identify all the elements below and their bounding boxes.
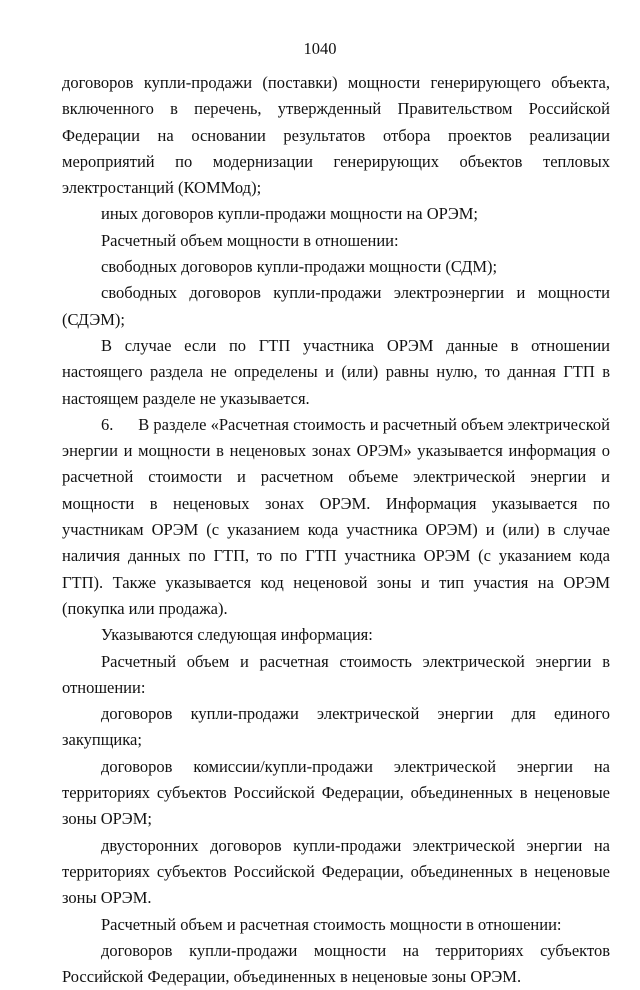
paragraph-info-intro: Указываются следующая информация:	[101, 625, 373, 645]
paragraph-kommod: договоров купли-продажи (поставки) мощности генерирующего объекта, включенного в перечень, утвержденный Правительством Российской Федерации на основании результатов отбора проектов реализации мероприятий по модернизации генерирующих объектов тепловых электростанций (КОММод);	[62, 73, 610, 198]
paragraph-power-heading: Расчетный объем и расчетная стоимость мощности в отношении:	[101, 914, 562, 934]
paragraph-power-contracts: договоров купли-продажи мощности на территориях субъектов Российской Федерации, объединенных в неценовые зоны ОРЭМ.	[62, 940, 610, 987]
paragraph-sdm: свободных договоров купли-продажи мощности (СДМ);	[101, 257, 498, 277]
paragraph-commission: договоров комиссии/купли-продажи электрической энергии на территориях субъектов Российской Федерации, объединенных в неценовые зоны ОРЭМ;	[62, 756, 610, 829]
paragraph-capacity-heading: Расчетный объем мощности в отношении:	[101, 230, 399, 250]
paragraph-sdem: свободных договоров купли-продажи электроэнергии и мощности (СДЭМ);	[62, 283, 610, 329]
paragraph-section-6: 6. В разделе «Расчетная стоимость и расчетный объем электрической энергии и мощности в неценовых зонах ОРЭМ» указывается информация о расчетной стоимости и расчетном объеме электрической энергии и мощности в неценовых зонах ОРЭМ. Информация указывается по участникам ОРЭМ (с указанием кода участника ОРЭМ) и (или) в случае наличия данных по ГТП, то по ГТП участника ОРЭМ (с указанием кода ГТП). Также указывается код неценовой зоны и тип участия на ОРЭМ (покупка или продажа).	[62, 414, 610, 618]
paragraph-gtp-note: В случае если по ГТП участника ОРЭМ данные в отношении настоящего раздела не определены и (или) равны нулю, то данная ГТП в настоящем разделе не указывается.	[62, 335, 610, 408]
paragraph-energy-heading: Расчетный объем и расчетная стоимость электрической энергии в отношении:	[62, 651, 610, 697]
paragraph-bilateral: двусторонних договоров купли-продажи электрической энергии на территориях субъектов Российской Федерации, объединенных в неценовые зоны ОРЭМ.	[62, 835, 610, 908]
paragraph-other-contracts: иных договоров купли-продажи мощности на ОРЭМ;	[101, 204, 478, 224]
page-number: 1040	[303, 39, 337, 58]
paragraph-single-buyer: договоров купли-продажи электрической энергии для единого закупщика;	[62, 704, 610, 750]
document-body	[62, 70, 610, 990]
